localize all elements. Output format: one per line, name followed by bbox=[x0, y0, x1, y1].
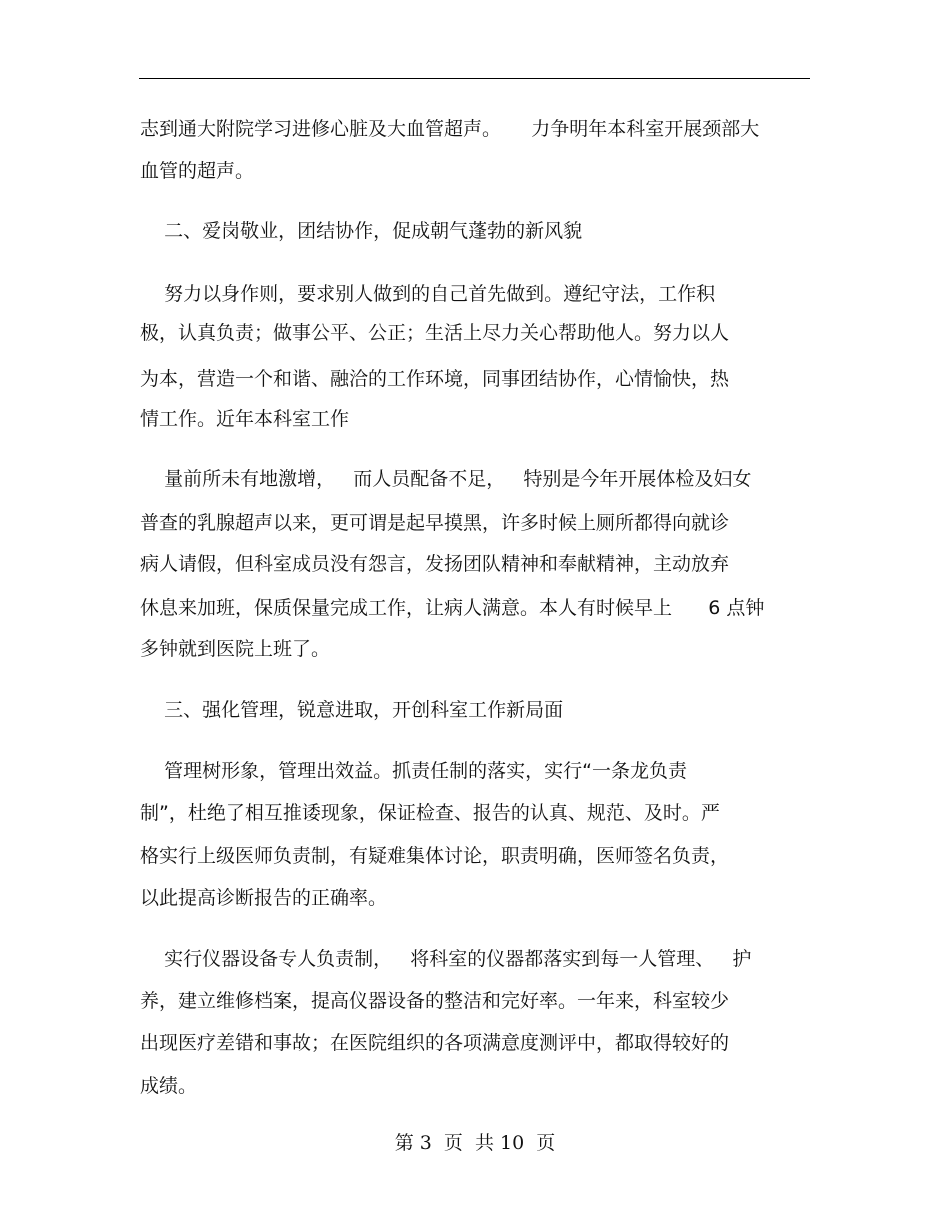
body-line: 休息来加班，保质保量完成工作，让病人满意。本人有时候早上 6 点钟 bbox=[140, 597, 765, 619]
body-line: 制”，杜绝了相互推诿现象，保证检查、报告的认真、规范、及时。严 bbox=[140, 802, 720, 824]
body-line: 志到通大附院学习进修心脏及大血管超声。 力争明年本科室开展颈部大 bbox=[140, 118, 760, 140]
section-heading: 二、爱岗敬业，团结协作，促成朝气蓬勃的新风貌 bbox=[140, 220, 583, 242]
body-line: 为本，营造一个和谐、融洽的工作环境，同事团结协作，心情愉快，热 bbox=[140, 368, 730, 390]
page-footer: 第 3 页 共 10 页 bbox=[394, 1132, 556, 1154]
body-line: 成绩。 bbox=[140, 1075, 198, 1097]
body-line: 实行仪器设备专人负责制， 将科室的仪器都落实到每一人管理、 护 bbox=[140, 948, 752, 970]
body-line: 血管的超声。 bbox=[140, 160, 255, 182]
body-line: 格实行上级医师负责制，有疑难集体讨论，职责明确，医师签名负责， bbox=[140, 845, 730, 867]
body-line: 管理树形象，管理出效益。抓责任制的落实，实行“一条龙负责 bbox=[140, 760, 688, 782]
body-line: 极，认真负责；做事公平、公正；生活上尽力关心帮助他人。努力以人 bbox=[140, 322, 730, 344]
section-heading: 三、强化管理，锐意进取，开创科室工作新局面 bbox=[140, 699, 564, 721]
header-rule bbox=[139, 78, 810, 79]
body-line: 量前所未有地激增， 而人员配备不足， 特别是今年开展体检及妇女 bbox=[140, 468, 752, 490]
body-line: 养，建立维修档案，提高仪器设备的整洁和完好率。一年来，科室较少 bbox=[140, 990, 730, 1012]
body-line: 以此提高诊断报告的正确率。 bbox=[140, 887, 388, 909]
body-line: 努力以身作则，要求别人做到的自己首先做到。遵纪守法，工作积 bbox=[140, 283, 716, 305]
body-line: 情工作。近年本科室工作 bbox=[140, 408, 350, 430]
body-line: 普查的乳腺超声以来，更可谓是起早摸黑，许多时候上厕所都得向就诊 bbox=[140, 512, 730, 534]
body-line: 出现医疗差错和事故；在医院组织的各项满意度测评中，都取得较好的 bbox=[140, 1032, 730, 1054]
body-line: 多钟就到医院上班了。 bbox=[140, 638, 331, 660]
body-line: 病人请假，但科室成员没有怨言，发扬团队精神和奉献精神，主动放弃 bbox=[140, 553, 730, 575]
